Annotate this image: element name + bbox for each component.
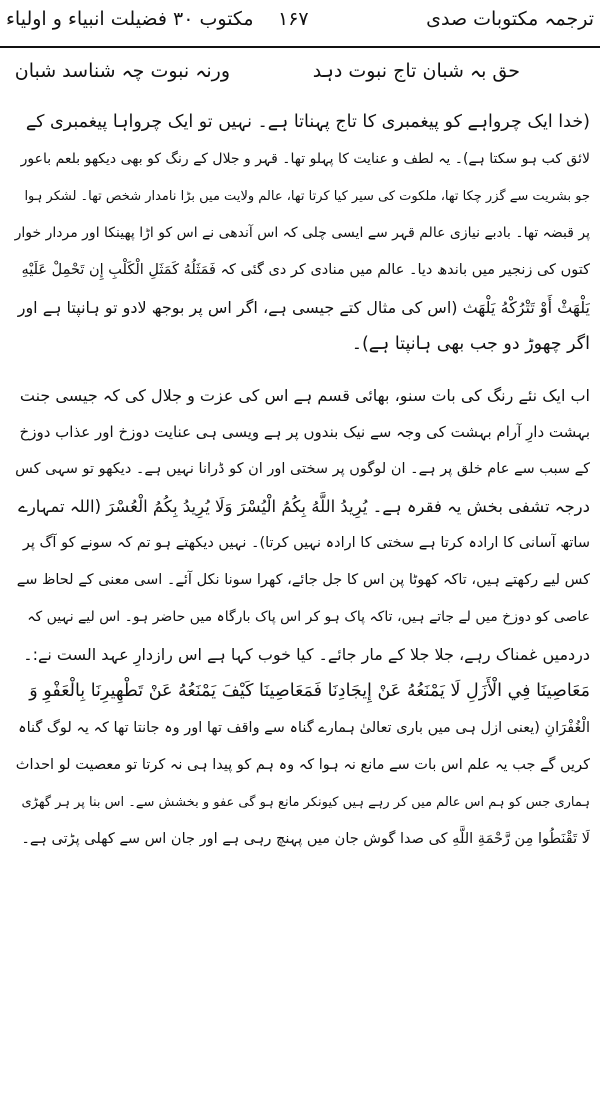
text-line: الْغُفْرَانِ (یعنی ازل ہی میں باری تعالیٰ ہمارے گناہ سے واقف تھا اور وہ جانتا تھا کہ یہ لوگ گناہ (18, 720, 590, 736)
text-line: دردمیں غمناک رہے، جلا جلا کے مار جائے۔ کیا خوب کہا ہے اس رازدارِ عہد الست نے:۔ (23, 645, 590, 664)
text-line: يَلْهَثْ أَوْ تَتْرُكْهُ يَلْهَث (اس کی مثال کتے جیسی ہے، اگر اس پر بوجھ لادو تو ہانپتا ہے اور (17, 298, 590, 317)
text-line: کتوں کی زنجیر میں باندھ دیا۔ عالم میں منادی کر دی گئی کہ فَمَثَلُهُ كَمَثَلِ الْكَلْبِ إِن تَحْمِلْ عَلَيْهِ (21, 262, 590, 278)
text-line: کس لیے رکھتے ہیں، تاکہ کھوٹا پن اس کا جل جائے، کھرا سونا نکل آئے۔ اسی معنی کے لحاظ سے (16, 572, 590, 588)
text-line: کریں گے جب یہ علم اس بات سے مانع نہ ہوا کہ وہ ہم کو پیدا ہی نہ کرتا تو معصیت لو احداث (15, 757, 590, 773)
text-line: ہماری جس کو ہم اس عالم میں کر رہے ہیں کیونکر مانع ہو گی عفو و بخشش سے۔ اس بنا پر ہر گھڑی (21, 795, 590, 810)
text-line: درجہ تشفی بخش یہ فقرہ ہے۔ يُرِيدُ اللَّهُ بِكُمُ الْيُسْرَ وَلَا يُرِيدُ بِكُمُ الْعُسْرَ (اللہ تمہارے (18, 497, 590, 516)
text-line: بہشت دارِ آرام بہشت کی وجہ سے نیک بندوں پر ہے ویسی ہی عنایت دوزخ اور عذاب دوزخ (19, 423, 590, 441)
opening-verse (0, 60, 600, 94)
text-line: اگر چھوڑ دو جب بھی ہانپتا ہے)۔ (351, 334, 590, 354)
verse-line-second: ورنہ نبوت چہ شناسد شبان (14, 60, 230, 82)
body-text (14, 104, 590, 858)
text-line: مَعَاصِينَا فِي الْأَزَلِ لَا يَمْنَعُهُ عَنْ إِيجَادِنَا فَمَعَاصِينَا كَيْفَ يَمْنَعُهُ عَنْ تَطْهِيرِنَا بِالْعَفْوِ وَ (29, 681, 590, 701)
text-line: کے سبب سے عام خلق پر ہے۔ ان لوگوں پر سختی اور ان کو ڈرانا نہیں ہے۔ دیکھو تو سہی کس (15, 461, 590, 477)
letter-title: مکتوب ۳۰ فضیلت انبیاء و اولیاء (6, 8, 254, 30)
page-number: ۱۶۷ (278, 8, 309, 30)
text-line: اب ایک نئے رنگ کی بات سنو، بھائی قسم ہے اس کی عزت و جلال کی کہ جیسی جنت (19, 386, 590, 405)
text-line: لائق کب ہو سکتا ہے)۔ یہ لطف و عنایت کا پہلو تھا۔ قہر و جلال کے رنگ کو بھی دیکھو بلعم باعور (20, 151, 590, 167)
verse-line-first: حق بہ شبان تاج نبوت دہد (312, 60, 520, 82)
text-line: ساتھ آسانی کا ارادہ کرتا ہے سختی کا ارادہ نہیں کرتا)۔ نہیں دیکھتے ہو تم کہ سونے کو آگ پر (22, 535, 590, 551)
text-line: پر قبضہ تھا۔ بادبے نیازی عالم قہر سے ایسی چلی کہ اس آندھی نے اس کو اڑا پھینکا اور مردار خوار (14, 225, 590, 241)
text-line: جو بشریت سے گزر چکا تھا، ملکوت کی سیر کیا کرتا تھا، عالم ولایت میں بڑا نامدار شخص تھا۔ لشکر ہوا (24, 189, 590, 204)
page-header (0, 0, 600, 48)
book-title: ترجمہ مکتوبات صدی (426, 8, 594, 30)
text-line: (خدا ایک چرواہے کو پیغمبری کا تاج پہناتا ہے۔ نہیں تو ایک چرواہا پیغمبری کے (25, 112, 590, 132)
text-line: عاصی کو دوزخ میں لے جاتے ہیں، تاکہ پاک ہو کر اس پاک بارگاہ میں حاضر ہو۔ اس لیے نہیں کہ (27, 609, 590, 625)
text-line: لَا تَقْنَطُوا مِن رَّحْمَةِ اللَّهِ کی صدا گوش جان میں پہنچ رہی ہے اور جان اس سے کھلی پڑتی ہے۔ (21, 831, 590, 847)
